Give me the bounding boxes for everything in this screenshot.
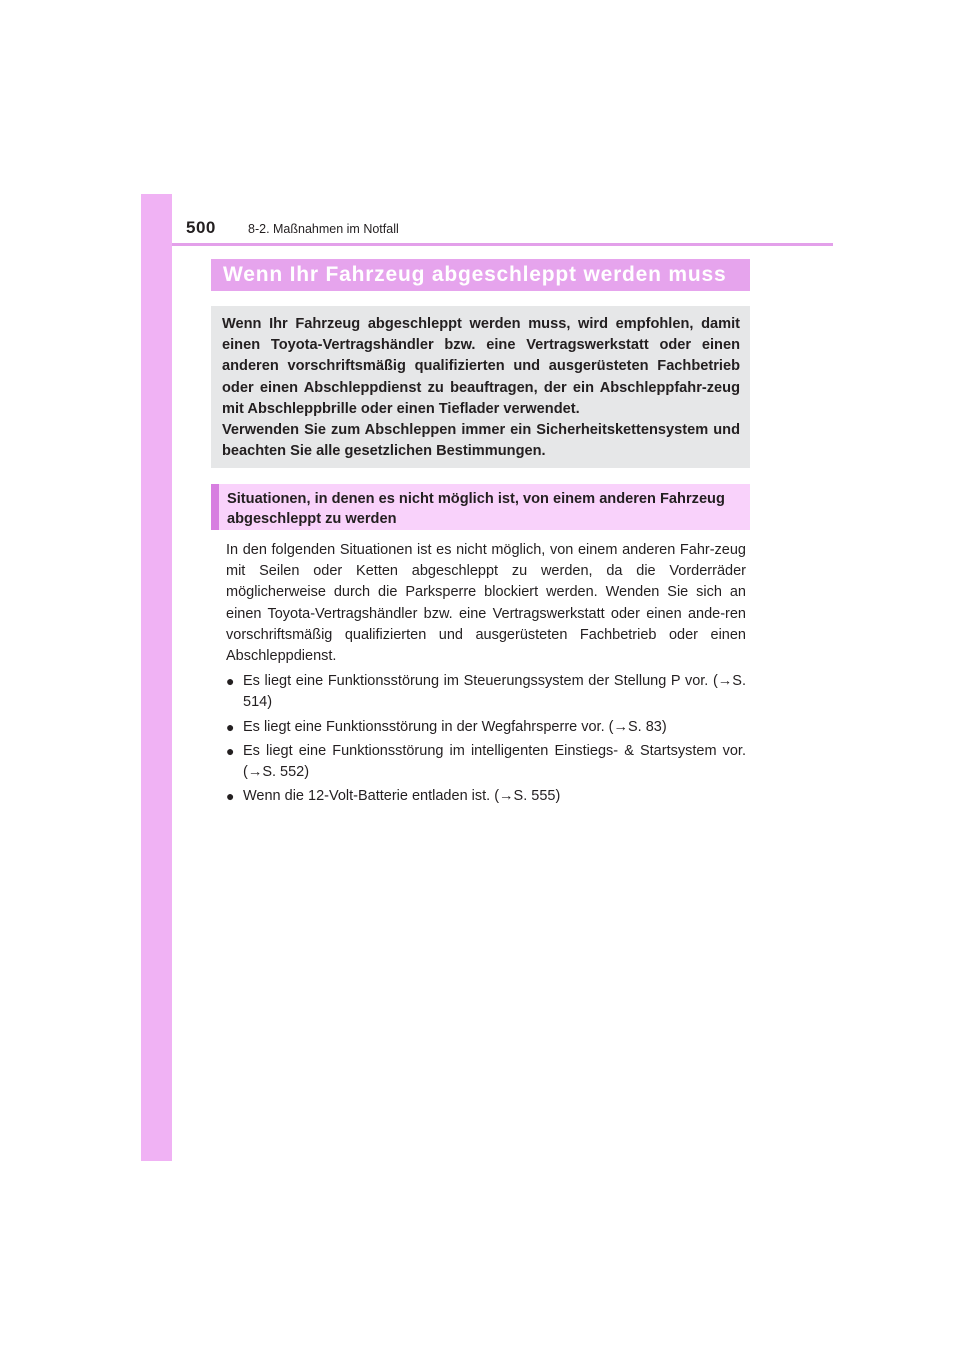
list-item-text: Es liegt eine Funktionsstörung im Steuerungssystem der Stellung P vor. (→S. 514) bbox=[243, 673, 746, 711]
list-item bbox=[226, 717, 746, 738]
header-divider bbox=[172, 243, 833, 246]
list-item bbox=[226, 671, 746, 713]
list-item bbox=[226, 786, 746, 807]
subsection-heading: Situationen, in denen es nicht möglich ist, von einem anderen Fahrzeug abgeschleppt zu werden bbox=[211, 484, 750, 530]
list-item-text: Es liegt eine Funktionsstörung im intelligenten Einstiegs- & Startsystem vor. (→S. 552) bbox=[243, 742, 746, 781]
list-item-text: Wenn die 12-Volt-Batterie entladen ist. (→S. 555) bbox=[243, 788, 561, 805]
section-reference: 8-2. Maßnahmen im Notfall bbox=[248, 222, 399, 236]
bullet-icon: ● bbox=[226, 788, 235, 805]
body-paragraph: In den folgenden Situationen ist es nicht möglich, von einem anderen Fahr-zeug mit Seilen oder Ketten abgeschleppt zu werden, da die Vorderräder möglicherweise durch die Parksperre blockiert werden. Wenden Sie sich an einen Toyota-Vertragshändler bzw. eine Vertragswerkstatt oder einen ande-ren vorschriftsmäßig qualifizierten und ausgerüsteten Fachbetrieb oder einen Abschleppdienst. bbox=[226, 542, 746, 665]
list-item-text: Es liegt eine Funktionsstörung in der Wegfahrsperre vor. (→S. 83) bbox=[243, 718, 667, 735]
page-number: 500 bbox=[186, 218, 216, 237]
bullet-icon: ● bbox=[226, 718, 235, 735]
conditions-list bbox=[226, 671, 746, 807]
intro-box bbox=[211, 306, 750, 468]
bullet-icon: ● bbox=[226, 742, 235, 759]
intro-paragraph: Verwenden Sie zum Abschleppen immer ein Sicherheitskettensystem und beachten Sie alle gesetzlichen Bestimmungen. bbox=[222, 422, 740, 460]
bullet-icon: ● bbox=[226, 673, 235, 690]
page-title: Wenn Ihr Fahrzeug abgeschleppt werden muss bbox=[211, 259, 750, 291]
list-item bbox=[226, 741, 746, 783]
intro-paragraph: Wenn Ihr Fahrzeug abgeschleppt werden muss, wird empfohlen, damit einen Toyota-Vertragshändler bzw. eine Vertragswerkstatt oder einen anderen vorschriftsmäßig qualifizierten und ausgerüsteten Fachbetrieb oder einen Abschleppdienst zu beauftragen, der ein Abschleppfahr-zeug mit Abschleppbrille oder einen Tieflader verwendet. bbox=[222, 316, 740, 417]
subsection-body bbox=[226, 540, 746, 810]
side-color-band bbox=[141, 194, 172, 1161]
